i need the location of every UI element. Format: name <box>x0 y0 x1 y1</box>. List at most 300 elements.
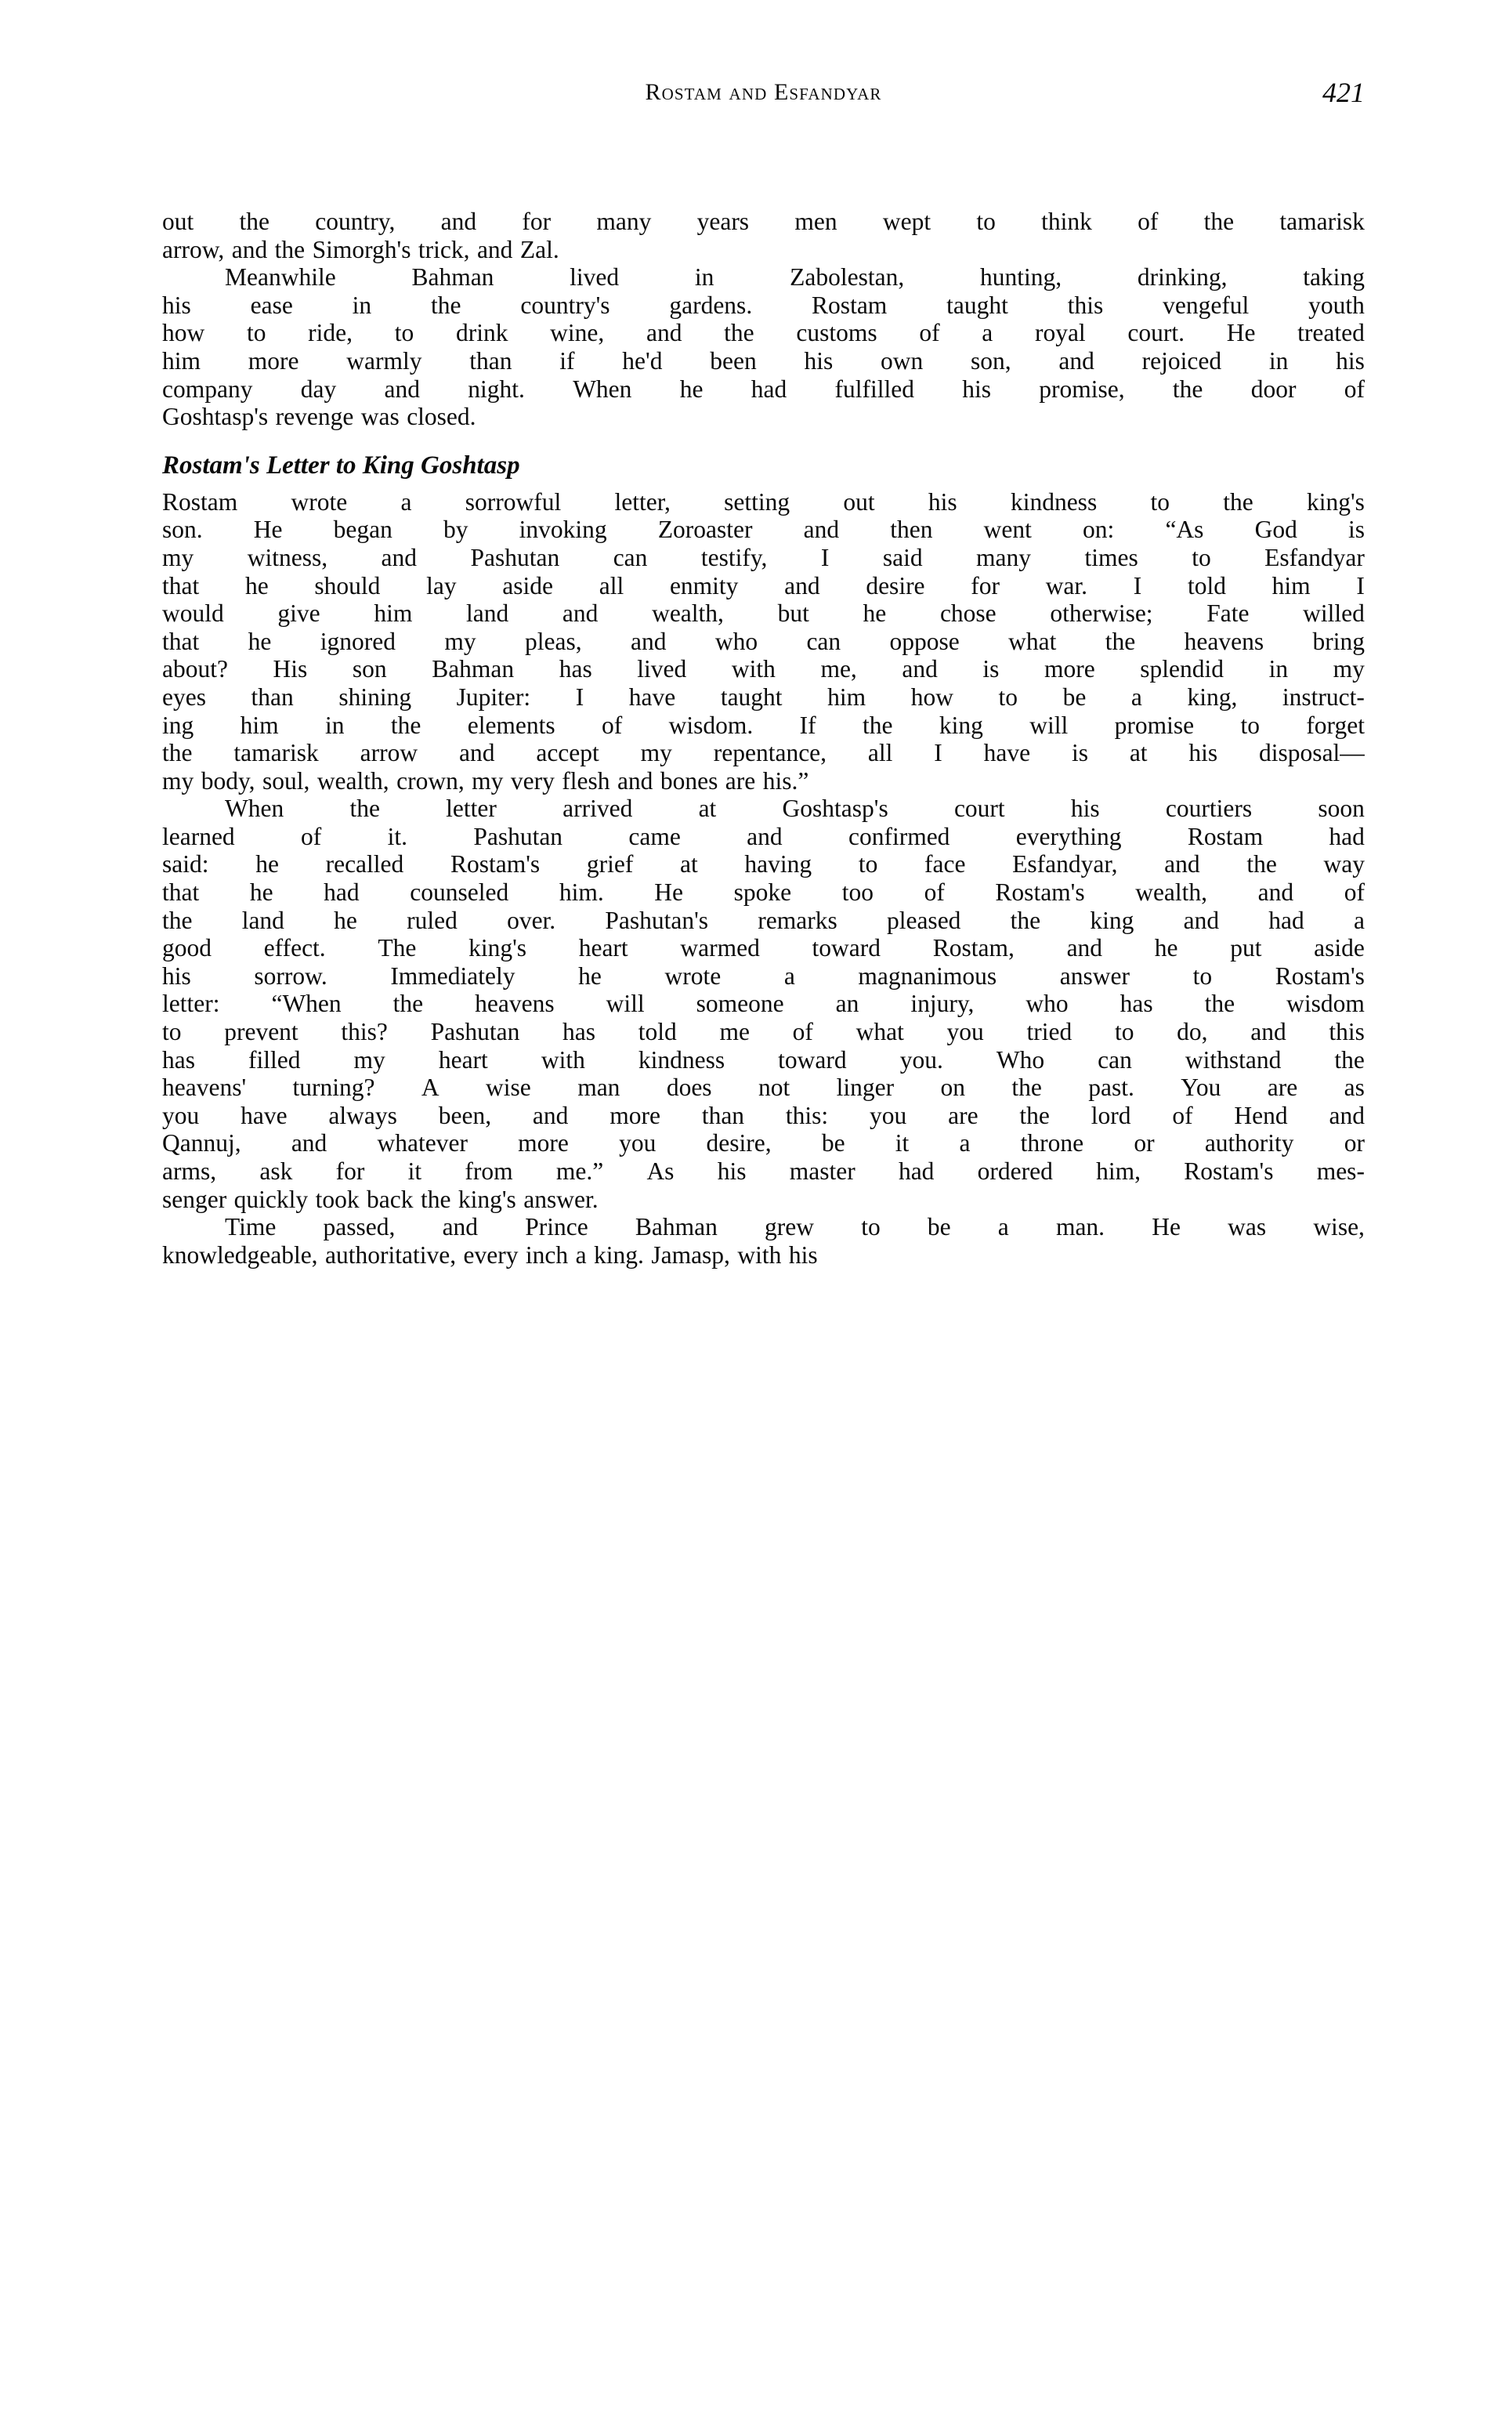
word: closed. <box>407 403 476 431</box>
word: I <box>575 683 584 711</box>
paragraph <box>162 1213 1365 1269</box>
word: ride, <box>308 319 353 347</box>
word: When <box>225 795 284 823</box>
word: passed, <box>323 1213 396 1241</box>
word: master <box>789 1157 855 1185</box>
word: He <box>1226 319 1256 347</box>
word: the <box>349 795 380 823</box>
word: and <box>532 1101 569 1129</box>
word: he <box>248 627 272 655</box>
word: someone <box>696 990 784 1018</box>
word: revenge <box>275 403 354 431</box>
word: you <box>946 1018 984 1046</box>
word: it <box>895 1129 910 1157</box>
word: inch <box>525 1240 569 1269</box>
word: me <box>719 1018 750 1046</box>
word: authority <box>1204 1129 1294 1157</box>
word: he <box>863 599 887 628</box>
word: many <box>976 543 1032 571</box>
word: he <box>1154 934 1178 962</box>
word: out <box>162 208 194 235</box>
word: country's <box>520 291 610 319</box>
word: should <box>314 571 381 599</box>
word: what <box>1008 627 1057 655</box>
word: arms, <box>162 1157 217 1185</box>
word: with <box>541 1045 585 1074</box>
word: wealth, <box>652 599 724 628</box>
word: If <box>799 711 816 739</box>
word: my <box>353 1045 385 1074</box>
word: I <box>1133 571 1142 599</box>
word: over. <box>507 906 556 934</box>
word: him <box>240 711 279 739</box>
word: of <box>924 878 945 907</box>
word: a <box>997 1213 1009 1241</box>
word: Rostam's <box>1275 962 1365 990</box>
word: be <box>927 1213 951 1241</box>
word: will <box>1029 711 1069 739</box>
word: vengeful <box>1163 291 1250 319</box>
text-line <box>162 655 1365 683</box>
word: arrow <box>360 739 418 767</box>
word: is <box>982 655 1000 683</box>
word: the <box>420 1185 451 1213</box>
word: does <box>666 1074 712 1102</box>
word: and <box>381 543 418 571</box>
word: but <box>777 599 809 628</box>
word: way <box>1323 850 1365 878</box>
word: and <box>440 208 477 235</box>
word: to <box>1192 962 1213 990</box>
running-head <box>162 75 1365 113</box>
word: been, <box>438 1101 492 1129</box>
word: for <box>335 1157 365 1185</box>
word: Jupiter: <box>456 683 531 711</box>
word: testify, <box>700 543 768 571</box>
word: my <box>1333 655 1365 683</box>
word: was <box>1228 1213 1267 1241</box>
text-line <box>162 1074 1365 1102</box>
word: a <box>400 487 412 516</box>
word: has <box>562 1018 596 1046</box>
word: times <box>1084 543 1138 571</box>
word: Pashutan <box>473 822 563 850</box>
word: more <box>610 1101 660 1129</box>
word: body, <box>201 766 255 795</box>
word: in <box>1268 346 1289 375</box>
word: quickly <box>233 1185 309 1213</box>
word: is <box>1347 516 1365 544</box>
word: how <box>162 319 205 347</box>
word: night. <box>468 375 525 403</box>
word: you. <box>899 1045 943 1074</box>
word: said: <box>162 850 209 878</box>
word: will <box>606 990 645 1018</box>
page-number: 421 <box>1322 77 1365 108</box>
word: I <box>1356 571 1365 599</box>
word: kindness <box>1010 487 1098 516</box>
text-line <box>162 1046 1365 1074</box>
word: gardens. <box>669 291 753 319</box>
word: lay <box>426 571 457 599</box>
word: all <box>599 571 624 599</box>
word: about? <box>162 655 228 683</box>
word: “When <box>271 990 342 1018</box>
word: wealth, <box>1135 878 1208 907</box>
word: wrote <box>291 487 348 516</box>
word: of <box>1172 1101 1193 1129</box>
word: setting <box>724 487 790 516</box>
word: been <box>710 346 757 375</box>
word: flesh <box>562 766 610 795</box>
word: the <box>1105 627 1136 655</box>
word: willed <box>1303 599 1365 628</box>
word: the <box>239 208 270 235</box>
word: You <box>1181 1074 1221 1102</box>
word: desire <box>866 571 925 599</box>
word: have <box>241 1101 288 1129</box>
word: his <box>962 375 991 403</box>
word: is <box>1071 739 1088 767</box>
text-line <box>162 263 1365 292</box>
word: drink <box>455 319 508 347</box>
word: I <box>820 543 830 571</box>
word: and <box>562 599 599 628</box>
word: arrow, <box>162 235 225 263</box>
word: good <box>162 934 212 962</box>
text-line <box>162 1186 1365 1214</box>
word: me.” <box>555 1157 604 1185</box>
word: Bahman <box>635 1213 718 1241</box>
word: heavens <box>475 990 555 1018</box>
word: withstand <box>1185 1045 1282 1074</box>
text-line <box>162 739 1365 767</box>
word: are <box>1267 1074 1298 1102</box>
word: Rostam's <box>1184 1157 1274 1185</box>
word: a <box>982 319 993 347</box>
word: who <box>1025 990 1069 1018</box>
word: the <box>162 906 193 934</box>
word: has <box>559 655 592 683</box>
word: the <box>724 319 754 347</box>
word: of <box>919 319 940 347</box>
word: injury, <box>910 990 975 1018</box>
word: answer <box>1059 962 1130 990</box>
text-line <box>162 292 1365 320</box>
word: and <box>1164 850 1200 878</box>
text-line <box>162 208 1365 236</box>
word: back <box>367 1185 414 1213</box>
word: elements <box>467 711 555 739</box>
word: court. <box>1127 319 1185 347</box>
word: king's <box>1307 487 1365 516</box>
word: and <box>231 235 268 263</box>
word: him. <box>559 878 604 907</box>
word: I <box>934 739 942 767</box>
word: who <box>714 627 758 655</box>
text-line <box>162 1213 1365 1241</box>
word: the <box>1203 208 1235 235</box>
word: heart <box>578 934 628 962</box>
word: the <box>1246 850 1277 878</box>
text-line <box>162 236 1365 264</box>
word: son, <box>971 346 1011 375</box>
word: mes- <box>1316 1157 1365 1185</box>
word: that <box>162 571 200 599</box>
word: that <box>162 878 200 907</box>
text-line <box>162 850 1365 878</box>
word: learned <box>162 822 235 850</box>
word: the <box>392 990 424 1018</box>
word: A <box>421 1074 439 1102</box>
word: oppose <box>889 627 960 655</box>
word: and <box>291 1129 327 1157</box>
word: son <box>352 655 387 683</box>
word: Meanwhile <box>225 263 336 292</box>
word: toward <box>778 1045 847 1074</box>
word: counseled <box>410 878 509 907</box>
word: tried <box>1026 1018 1073 1046</box>
word: for <box>971 571 1000 599</box>
word: what <box>855 1018 904 1046</box>
word: Bahman <box>432 655 515 683</box>
word: Goshtasp's <box>162 403 269 431</box>
word: with <box>737 1240 782 1269</box>
text-line <box>162 767 1365 795</box>
word: would <box>162 599 224 628</box>
word: Rostam <box>1187 822 1264 850</box>
word: in <box>694 263 714 292</box>
word: taking <box>1303 263 1365 292</box>
word: Time <box>225 1213 277 1241</box>
word: enmity <box>669 571 739 599</box>
word: said <box>882 543 923 571</box>
word: warmly <box>346 346 422 375</box>
word: Pashutan <box>470 543 560 571</box>
word: Who <box>996 1045 1045 1074</box>
word: him <box>374 599 413 628</box>
word: letter <box>446 795 497 823</box>
word: Rostam <box>812 291 888 319</box>
word: had <box>898 1157 935 1185</box>
word: to <box>1114 1018 1134 1046</box>
word: wealth, <box>317 766 389 795</box>
word: my <box>640 739 672 767</box>
word: Goshtasp's <box>782 795 888 823</box>
word: “As <box>1165 516 1204 544</box>
word: Jamasp, <box>651 1240 730 1269</box>
word: ask <box>259 1157 293 1185</box>
word: crown, <box>396 766 465 795</box>
word: heart <box>438 1045 488 1074</box>
text-line <box>162 1157 1365 1186</box>
word: this: <box>785 1101 829 1129</box>
word: the <box>1010 906 1041 934</box>
word: can <box>806 627 841 655</box>
word: more <box>1044 655 1095 683</box>
word: and <box>459 739 495 767</box>
word: soul, <box>262 766 310 795</box>
word: wine, <box>550 319 605 347</box>
word: with <box>731 655 776 683</box>
word: senger <box>162 1185 227 1213</box>
word: his <box>788 1240 818 1269</box>
word: wisdom. <box>668 711 754 739</box>
word: from <box>465 1157 513 1185</box>
word: Rostam's <box>995 878 1085 907</box>
word: repentance, <box>713 739 827 767</box>
word: Immediately <box>390 962 515 990</box>
word: and <box>1250 1018 1286 1046</box>
word: has <box>162 1045 195 1074</box>
word: Rostam, <box>932 934 1015 962</box>
word: and <box>476 235 513 263</box>
word: God <box>1254 516 1297 544</box>
text-line <box>162 1018 1365 1046</box>
word: you <box>162 1101 200 1129</box>
word: arrived <box>562 795 633 823</box>
word: door <box>1250 375 1297 403</box>
paragraph <box>162 208 1365 263</box>
word: that <box>162 627 200 655</box>
word: sorrow. <box>254 962 327 990</box>
word: prevent <box>224 1018 298 1046</box>
word: wept <box>882 208 931 235</box>
word: having <box>744 850 812 878</box>
word: than <box>701 1101 745 1129</box>
word: him, <box>1096 1157 1141 1185</box>
text-line <box>162 572 1365 600</box>
word: an <box>835 990 859 1018</box>
word: me, <box>820 655 857 683</box>
word: and <box>1257 878 1294 907</box>
word: my <box>162 543 194 571</box>
word: turning? <box>292 1074 375 1102</box>
word: than <box>469 346 512 375</box>
word: the <box>390 711 421 739</box>
word: of <box>301 822 322 850</box>
word: a <box>1354 906 1365 934</box>
word: Zal. <box>519 235 559 263</box>
word: spoke <box>733 878 792 907</box>
word: Hend <box>1234 1101 1288 1129</box>
word: by <box>443 516 468 544</box>
word: to <box>858 850 878 878</box>
word: more <box>518 1129 569 1157</box>
word: he <box>255 850 279 878</box>
word: at <box>698 795 717 823</box>
word: you <box>870 1101 907 1129</box>
word: and <box>784 571 820 599</box>
word: give <box>277 599 320 628</box>
word: and <box>630 627 667 655</box>
text-line <box>162 628 1365 656</box>
word: ing <box>162 711 194 739</box>
word: linger <box>836 1074 895 1102</box>
word: promise, <box>1039 375 1125 403</box>
word: are <box>948 1101 978 1129</box>
word: to <box>394 319 414 347</box>
text-line <box>162 488 1365 516</box>
word: taught <box>946 291 1008 319</box>
text-line <box>162 934 1365 962</box>
word: a <box>783 962 795 990</box>
text-line <box>162 544 1365 572</box>
word: country, <box>315 208 396 235</box>
word: a <box>959 1129 971 1157</box>
word: king. <box>594 1240 644 1269</box>
word: men <box>794 208 837 235</box>
word: told <box>1187 571 1226 599</box>
word: the <box>1011 1074 1042 1102</box>
word: kindness <box>638 1045 725 1074</box>
word: to <box>1150 487 1170 516</box>
word: soon <box>1318 795 1365 823</box>
word: and <box>646 319 682 347</box>
word: how <box>910 683 953 711</box>
word: answer. <box>523 1185 599 1213</box>
word: have <box>628 683 676 711</box>
word: be <box>821 1129 845 1157</box>
word: disposal— <box>1259 739 1365 767</box>
word: put <box>1230 934 1262 962</box>
word: letter: <box>162 990 220 1018</box>
word: filled <box>248 1045 301 1074</box>
word: throne <box>1020 1129 1084 1157</box>
text-line <box>162 962 1365 991</box>
word: and <box>1183 906 1220 934</box>
word: sorrowful <box>465 487 562 516</box>
text-line <box>162 516 1365 544</box>
word: Qannuj, <box>162 1129 241 1157</box>
word: to <box>1240 711 1260 739</box>
word: can <box>1098 1045 1132 1074</box>
word: wrote <box>664 962 722 990</box>
word: his <box>928 487 957 516</box>
word: He <box>1152 1213 1181 1241</box>
word: ease <box>250 291 293 319</box>
word: more <box>248 346 299 375</box>
word: be <box>1062 683 1087 711</box>
word: shining <box>338 683 412 711</box>
running-head-title: Rostam and Esfandyar <box>645 79 882 105</box>
word: then <box>890 516 933 544</box>
word: very <box>510 766 555 795</box>
text-line <box>162 907 1365 935</box>
text-line <box>162 712 1365 740</box>
text-line <box>162 1102 1365 1130</box>
word: he <box>578 962 602 990</box>
word: his <box>804 346 834 375</box>
word: accept <box>536 739 599 767</box>
text-line <box>162 403 1365 431</box>
word: of <box>1344 878 1365 907</box>
word: son. <box>162 516 203 544</box>
word: has <box>1120 990 1153 1018</box>
word: heavens' <box>162 1074 247 1102</box>
word: lived <box>570 263 620 292</box>
word: have <box>983 739 1031 767</box>
page-text-body <box>162 208 1365 1269</box>
word: you <box>619 1129 657 1157</box>
word: him <box>827 683 866 711</box>
word: otherwise; <box>1050 599 1153 628</box>
word: and <box>1058 346 1094 375</box>
word: and <box>1066 934 1103 962</box>
word: on <box>940 1074 965 1102</box>
word: not <box>758 1074 790 1102</box>
paragraph <box>162 795 1365 1213</box>
